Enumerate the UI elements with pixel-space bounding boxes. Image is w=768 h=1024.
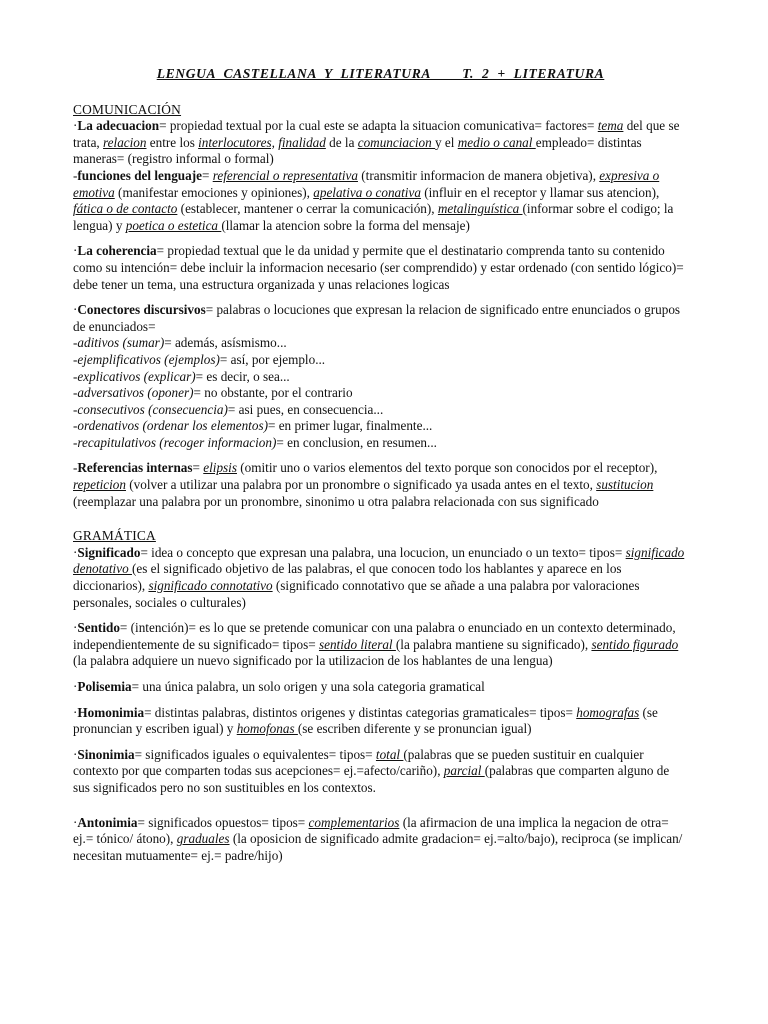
paragraph-antonimia: ·Antonimia= significados opuestos= tipos= complementarios (la afirmacion de una implica la negacion de otra= ej.= tónico/ átono), graduales (la oposicion de significado admite gradacion= ej.=alto/bajo), reciproca (se implican/ necesitan mutuamente= ej.= padre/hijo) [73,814,683,863]
paragraph-sentido: ·Sentido= (intención)= es lo que se pretende comunicar con una palabra o enunciado en un contexto determinado, independientemente de su significado= tipos= sentido literal (la palabra mantiene su significado), sentido figurado (la palabra adquiere un nuevo significado por la utilizacion de los hablantes de una lengua) [73,620,679,669]
paragraph-polisemia: ·Polisemia= una única palabra, un solo origen y una sola categoria gramatical [73,679,485,694]
paragraph-homonimia: ·Homonimia= distintas palabras, distintos origenes y distintas categorias gramaticales= tipos= homografas (se pronuncian y escriben igual) y homofonas (se escriben diferente y se pronuncian igual) [73,704,658,737]
list-item: -consecutivos (consecuencia)= asi pues, en consecuencia... [73,401,384,417]
paragraph-coherencia: ·La coherencia= propiedad textual que le da unidad y permite que el destinatario comprenda tanto su contenido como su intención= debe incluir la informacion necesario (ser comprendido) y estar ordenado (con sentido lógico)= debe tener un tema, una estructura organizada y unas relaciones logicas [73,243,684,292]
list-item: -explicativos (explicar)= es decir, o sea... [73,368,290,384]
term-adecuacion: La adecuacion [77,118,160,134]
paragraph-conectores: ·Conectores discursivos= palabras o locuciones que expresan la relacion de significado entre enunciados o grupos de enunciados= -aditivos (sumar)= además, asísmismo... -ejemplificativos (ejemplos)= así, por ejemplo... -explicativos (explicar)= es decir, o sea... -adversativos (oponer)= no obstante, por el contrario -consecutivos (consecuencia)= asi pues, en consecuencia... -ordenativos (ordenar los elementos)= en primer lugar, finalmente... -recapitulativos (recoger informacion)= en conclusion, en resumen... [73,302,688,451]
paragraph-sinonimia: ·Sinonimia= significados iguales o equivalentes= tipos= total (palabras que se pueden sustituir en cualquier contexto por que comparten todas sus acepciones= ej.=afecto/cariño), parcial (palabras que comparten alguno de sus significados pero no son sustituibles en los contextos. [73,746,670,795]
term-funciones-lenguaje: funciones del lenguaje [77,167,202,183]
term-referencias-internas: Referencias internas [77,460,193,476]
list-item: -adversativos (oponer)= no obstante, por el contrario [73,385,353,401]
page-title: LENGUA CASTELLANA Y LITERATURA T. 2 + LITERATURA [156,66,605,81]
paragraph-funciones-lenguaje: -funciones del lenguaje= referencial o representativa (transmitir informacion de manera objetiva), expresiva o emotiva (manifestar emociones y opiniones), apelativa o conativa (influir en el receptor y llamar sus atencion), fática o de contacto (establecer, mantener o cerrar la comunicación), metalinguística (informar sobre el codigo; la lengua) y poetica o estetica (llamar la atencion sobre la forma del mensaje) [73,167,674,233]
section-heading-gramatica: GRAMÁTICA [73,528,156,544]
term-homonimia: Homonimia [77,704,145,720]
paragraph-adecuacion: ·La adecuacion= propiedad textual por la cual este se adapta la situacion comunicativa= factores= tema del que se trata, relacion entre los interlocutores, finalidad de la comunciacion y el medio o canal empleado= distintas maneras= (registro informal o formal) [73,118,680,167]
list-item: -recapitulativos (recoger informacion)= en conclusion, en resumen... [73,434,437,450]
list-item: -aditivos (sumar)= además, asísmismo... [73,335,287,351]
term-antonimia: Antonimia [77,814,138,830]
term-conectores: Conectores discursivos [77,302,206,318]
paragraph-referencias-internas: -Referencias internas= elipsis (omitir uno o varios elementos del texto porque son conocidos por el receptor), repeticion (volver a utilizar una palabra por un pronombre o significado ya usada antes en el texto, sustitucion (reemplazar una palabra por un pronombre, sinonimo u otra palabra relacionada con sus significado [73,460,658,509]
document-page [73,66,688,864]
term-sentido: Sentido [77,620,120,636]
term-coherencia: La coherencia [77,243,157,259]
term-polisemia: Polisemia [77,679,132,694]
list-item: -ordenativos (ordenar los elementos)= en primer lugar, finalmente... [73,418,433,434]
paragraph-significado: ·Significado= idea o concepto que expresan una palabra, una locucion, un enunciado o un texto= tipos= significado denotativo (es el significado objetivo de las palabras, el que conocen todo los hablantes y aparece en los diccionarios), significado connotativo (significado connotativo que se añade a una palabra por valoraciones personales, sociales o culturales) [73,544,685,610]
section-heading-comunicacion: COMUNICACIÓN [73,101,182,117]
term-sinonimia: Sinonimia [77,746,135,762]
list-item: -ejemplificativos (ejemplos)= así, por ejemplo... [73,351,326,367]
term-significado: Significado [77,544,141,560]
